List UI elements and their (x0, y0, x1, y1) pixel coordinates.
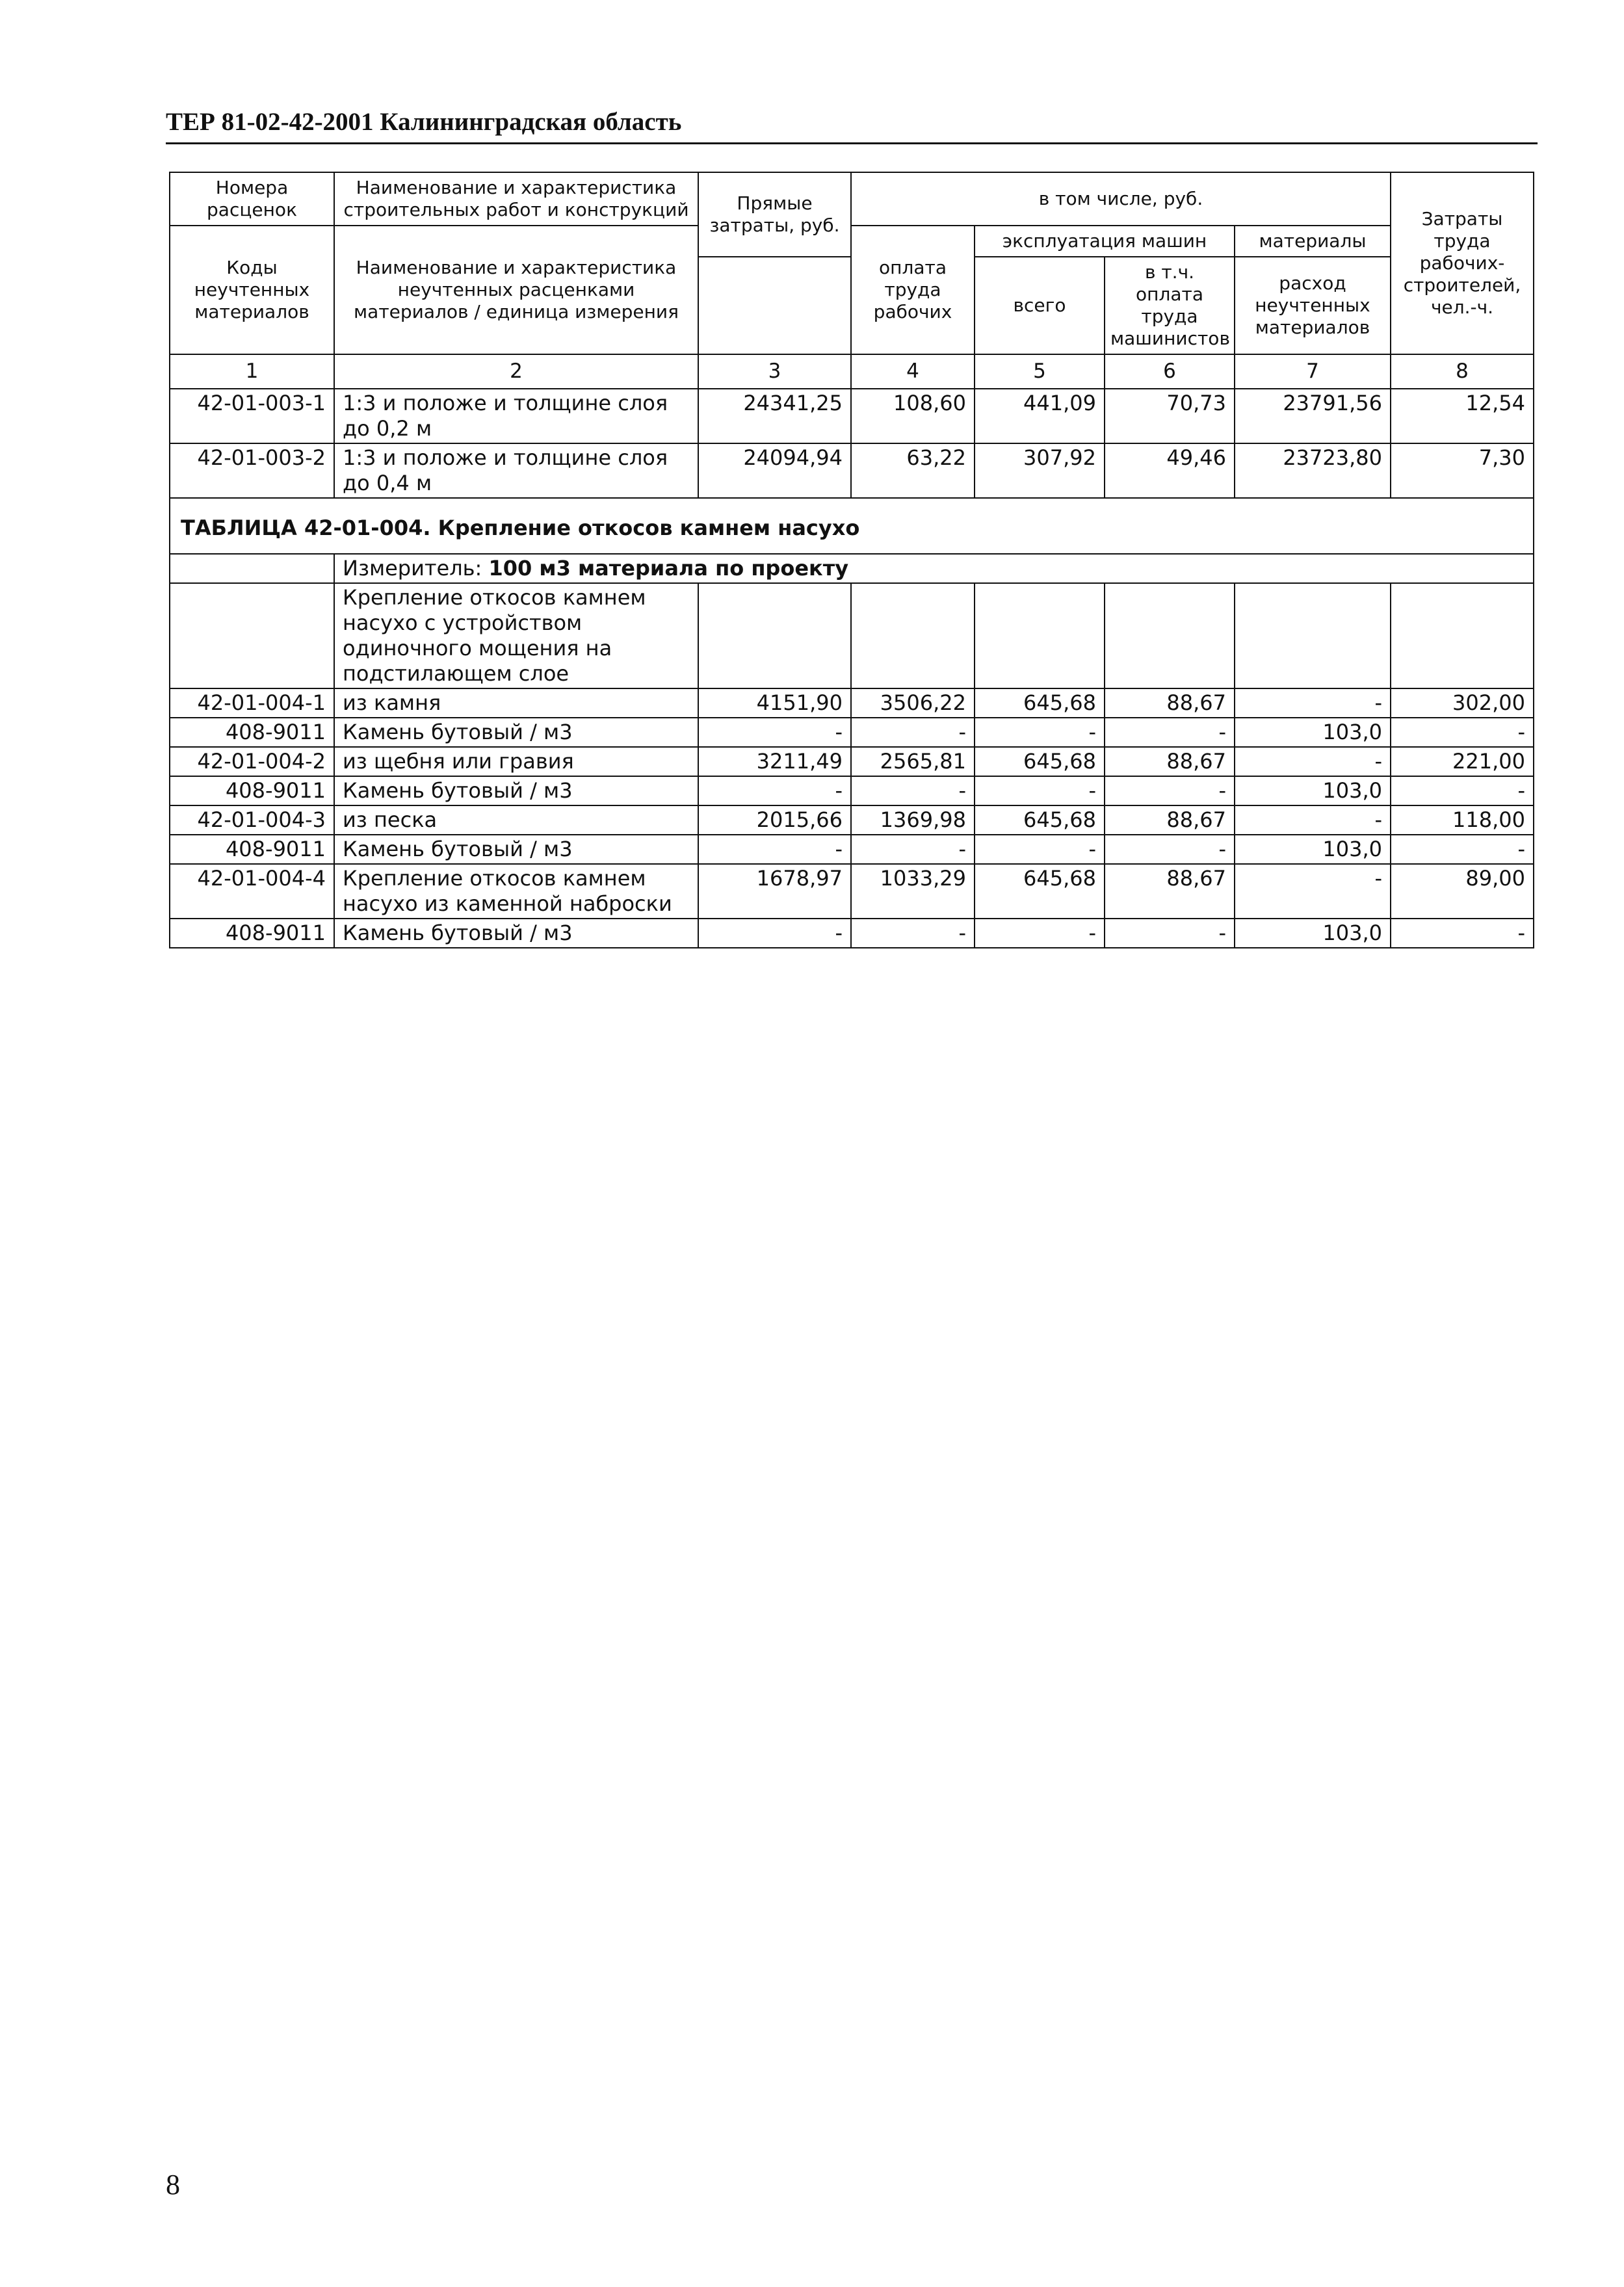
wages: - (851, 835, 975, 864)
group-spacer (170, 583, 334, 688)
column-number: 3 (698, 354, 851, 389)
rate-code: 42-01-004-3 (170, 805, 334, 835)
resource-code: 408-9011 (170, 718, 334, 747)
direct-costs: - (698, 919, 851, 948)
direct-costs: 3211,49 (698, 747, 851, 776)
direct-costs: 4151,90 (698, 688, 851, 718)
col-header-name-rates: Наименование и характеристика строительных работ и конструкций (334, 172, 698, 226)
measure-label: Измеритель: (343, 556, 482, 581)
labor: 221,00 (1391, 747, 1534, 776)
wages: - (851, 776, 975, 805)
direct-costs: 2015,66 (698, 805, 851, 835)
machines: 441,09 (975, 389, 1105, 443)
machine-wages: 88,67 (1105, 864, 1235, 919)
table-row (170, 805, 1534, 835)
table-row (170, 389, 1534, 443)
resource-code: 408-9011 (170, 835, 334, 864)
materials: - (1235, 864, 1391, 919)
wages: - (851, 919, 975, 948)
machines: 307,92 (975, 443, 1105, 498)
rates-table (169, 172, 1534, 948)
labor: - (1391, 835, 1534, 864)
column-numbers-row (170, 354, 1534, 389)
column-number: 2 (334, 354, 698, 389)
direct-costs: - (698, 835, 851, 864)
table-row (170, 919, 1534, 948)
col-header-name-materials: Наименование и характеристика неучтенных расценками материалов / единица измерения (334, 226, 698, 354)
materials: 103,0 (1235, 919, 1391, 948)
col-header-labor: Затраты труда рабочих-строителей, чел.-ч. (1391, 172, 1534, 354)
rate-name: 1:3 и положе и толщине слоя до 0,2 м (334, 389, 698, 443)
column-number: 4 (851, 354, 975, 389)
rate-name: из камня (334, 688, 698, 718)
table-title: ТАБЛИЦА 42-01-004. Крепление откосов камнем насухо (170, 498, 1534, 554)
direct-costs: - (698, 776, 851, 805)
resource-code: 408-9011 (170, 776, 334, 805)
machine-wages: 88,67 (1105, 688, 1235, 718)
materials: - (1235, 805, 1391, 835)
table-row (170, 747, 1534, 776)
col-header-materials: материалы (1235, 226, 1391, 257)
labor: - (1391, 718, 1534, 747)
wages: 1033,29 (851, 864, 975, 919)
machine-wages: 88,67 (1105, 805, 1235, 835)
machines: 645,68 (975, 688, 1105, 718)
materials: 103,0 (1235, 776, 1391, 805)
table-row (170, 835, 1534, 864)
wages: 63,22 (851, 443, 975, 498)
machine-wages: 49,46 (1105, 443, 1235, 498)
machine-wages: - (1105, 776, 1235, 805)
col-header-resource-codes: Коды неучтенных материалов (170, 226, 334, 354)
column-number: 6 (1105, 354, 1235, 389)
col-header-machine-wages: в т.ч. оплата труда машинистов (1105, 257, 1235, 354)
col-header-materials-use: расход неучтенных материалов (1235, 257, 1391, 354)
resource-name: Камень бутовый / м3 (334, 718, 698, 747)
resource-name: Камень бутовый / м3 (334, 776, 698, 805)
document-header: ТЕР 81-02-42-2001 Калининградская область (166, 108, 682, 136)
machines: - (975, 776, 1105, 805)
machine-wages: - (1105, 835, 1235, 864)
resource-name: Камень бутовый / м3 (334, 919, 698, 948)
rate-name: Крепление откосов камнем насухо из каменной наброски (334, 864, 698, 919)
rate-code: 42-01-003-2 (170, 443, 334, 498)
labor: 302,00 (1391, 688, 1534, 718)
section-title-row (170, 498, 1534, 554)
column-number: 7 (1235, 354, 1391, 389)
direct-costs: 1678,97 (698, 864, 851, 919)
page-number: 8 (166, 2169, 180, 2201)
column-number: 5 (975, 354, 1105, 389)
table-row (170, 688, 1534, 718)
materials: - (1235, 747, 1391, 776)
rate-code: 42-01-003-1 (170, 389, 334, 443)
labor: - (1391, 776, 1534, 805)
machine-wages: - (1105, 718, 1235, 747)
labor: 7,30 (1391, 443, 1534, 498)
table-row (170, 776, 1534, 805)
col-header-wages: оплата труда рабочих (851, 226, 975, 354)
rate-code: 42-01-004-4 (170, 864, 334, 919)
materials: 103,0 (1235, 835, 1391, 864)
machine-wages: - (1105, 919, 1235, 948)
resource-name: Камень бутовый / м3 (334, 835, 698, 864)
direct-costs: - (698, 718, 851, 747)
table-row (170, 718, 1534, 747)
group-empty (1105, 583, 1235, 688)
rate-code: 42-01-004-2 (170, 747, 334, 776)
machines: 645,68 (975, 747, 1105, 776)
machine-wages: 88,67 (1105, 747, 1235, 776)
wages: - (851, 718, 975, 747)
col-header-rate-numbers: Номера расценок (170, 172, 334, 226)
wages: 3506,22 (851, 688, 975, 718)
header-rule (166, 142, 1538, 144)
group-empty (851, 583, 975, 688)
machines: - (975, 718, 1105, 747)
group-empty (698, 583, 851, 688)
group-row (170, 583, 1534, 688)
column-number: 8 (1391, 354, 1534, 389)
col-header-direct-costs: Прямые затраты, руб. (698, 172, 851, 257)
machines: - (975, 919, 1105, 948)
measure-spacer (170, 554, 334, 583)
group-empty (1391, 583, 1534, 688)
table-row (170, 443, 1534, 498)
rate-name: 1:3 и положе и толщине слоя до 0,4 м (334, 443, 698, 498)
materials: 103,0 (1235, 718, 1391, 747)
direct-costs: 24341,25 (698, 389, 851, 443)
group-empty (975, 583, 1105, 688)
col-header-direct-spacer (698, 257, 851, 354)
rate-name: из щебня или гравия (334, 747, 698, 776)
rate-name: из песка (334, 805, 698, 835)
resource-code: 408-9011 (170, 919, 334, 948)
measure-row (170, 554, 1534, 583)
col-header-machines-total: всего (975, 257, 1105, 354)
machines: 645,68 (975, 805, 1105, 835)
labor: 118,00 (1391, 805, 1534, 835)
group-empty (1235, 583, 1391, 688)
labor: 89,00 (1391, 864, 1534, 919)
materials: 23791,56 (1235, 389, 1391, 443)
labor: - (1391, 919, 1534, 948)
labor: 12,54 (1391, 389, 1534, 443)
wages: 108,60 (851, 389, 975, 443)
column-number: 1 (170, 354, 334, 389)
materials: 23723,80 (1235, 443, 1391, 498)
wages: 1369,98 (851, 805, 975, 835)
col-header-including: в том числе, руб. (851, 172, 1391, 226)
machines: 645,68 (975, 864, 1105, 919)
col-header-machines: эксплуатация машин (975, 226, 1235, 257)
table-row (170, 864, 1534, 919)
measure-value: 100 м3 материала по проекту (488, 556, 849, 581)
materials: - (1235, 688, 1391, 718)
machine-wages: 70,73 (1105, 389, 1235, 443)
wages: 2565,81 (851, 747, 975, 776)
machines: - (975, 835, 1105, 864)
rate-code: 42-01-004-1 (170, 688, 334, 718)
direct-costs: 24094,94 (698, 443, 851, 498)
group-name: Крепление откосов камнем насухо с устройством одиночного мощения на подстилающем слое (334, 583, 698, 688)
measure-line (334, 554, 1534, 583)
